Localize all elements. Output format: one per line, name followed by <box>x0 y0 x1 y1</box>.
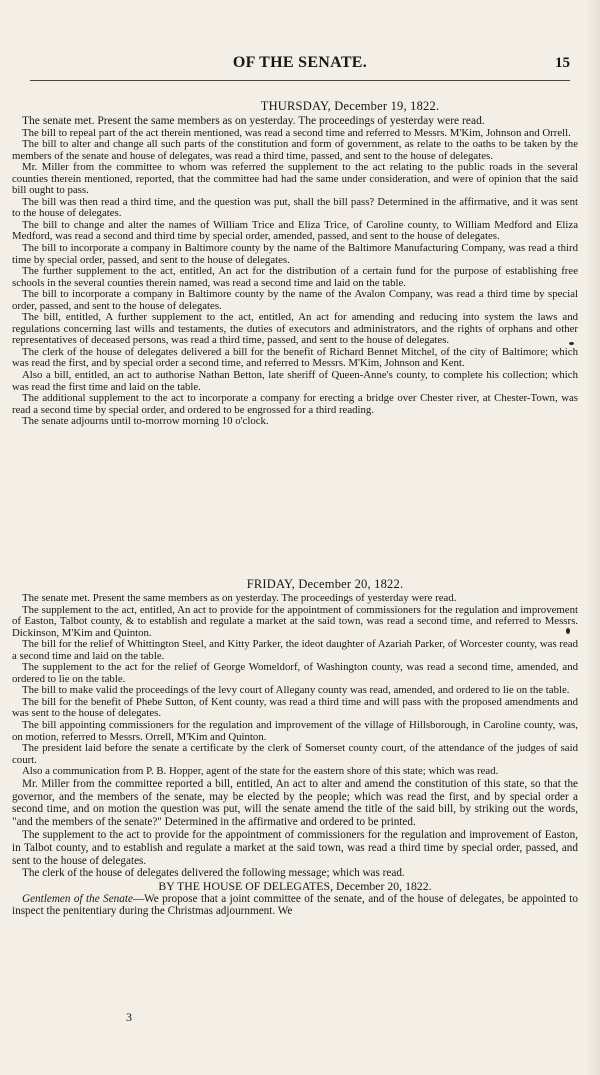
paragraph: The bill to repeal part of the act therein mentioned, was read a second time and referred to Messrs. M'Kim, Johnson and Orrell. <box>22 126 571 139</box>
paragraph: The clerk of the house of delegates delivered a bill for the benefit of Richard Bennet Mitchel, of the city of Baltimore; which was read the first, and by special order a second time, and referred to Messrs. M'Kim, Johnson and Kent. <box>12 345 578 370</box>
paragraph: The senate adjourns until to-morrow morning 10 o'clock. <box>22 415 269 428</box>
paragraph: The bill to make valid the proceedings of the levy court of Allegany county was read, amended, and ordered to lie on the table. <box>22 684 570 697</box>
paragraph: The senate met. Present the same members as on yesterday. The proceedings of yesterday were read. <box>22 115 485 127</box>
page-number: 15 <box>555 55 570 71</box>
ink-speck <box>569 342 574 345</box>
paragraph: Mr. Miller from the committee to whom was referred the supplement to the act relating to the public roads in the several counties therein mentioned, reported, that the committee had had the same under consideration, and were of opinion that the said bill ought to pass. <box>12 161 578 197</box>
signature-mark: 3 <box>126 1010 132 1024</box>
message-text: —We propose that a joint committee of the senate, and of the house of delegates, be appointed to inspect the penitentiary during the Christmas adjournment. We <box>12 892 578 918</box>
message-salutation: Gentlemen of the Senate <box>22 892 133 905</box>
paragraph: The additional supplement to the act to incorporate a company for erecting a bridge over Chester river, at Chester-Town, was read a second time by special order, and ordered to be engrossed for a third reading. <box>12 392 578 416</box>
paragraph: The bill was then read a third time, and the question was put, shall the bill pass? Determined in the affirmative, and it was sent to the house of delegates. <box>12 195 578 220</box>
paragraph: The president laid before the senate a certificate by the clerk of Somerset county court, of the attendance of the judges of said court. <box>12 742 578 766</box>
paragraph: The supplement to the act for the relief of George Womeldorf, of Washington county, was read a second time, amended, and ordered to lie on the table. <box>12 661 578 685</box>
page-edge-shadow <box>586 0 600 1075</box>
paragraph: The further supplement to the act, entitled, An act for the distribution of a certain fund for the purpose of establishing free schools in the several counties therein named, was read a second time and laid on the table. <box>12 265 578 289</box>
thursday-date-heading: THURSDAY, December 19, 1822. <box>260 99 440 113</box>
paragraph: The supplement to the act, entitled, An act to provide for the appointment of commissioners for the regulation and improvement of Easton, Talbot county, & to establish and regulate a market at the said town, was read a second time, and referred to Messrs. Dickinson, M'Kim and Quinton. <box>12 603 578 639</box>
paragraph: The senate met. Present the same members as on yesterday. The proceedings of yesterday were read. <box>22 592 457 604</box>
paragraph: Also a bill, entitled, an act to authorise Nathan Betton, late sheriff of Queen-Anne's county, to complete his collection; which was read the first time and laid on the table. <box>12 368 578 393</box>
paragraph: The bill to change and alter the names of William Trice and Eliza Trice, of Caroline county, to William Medford and Eliza Medford, was read a second and third time by special order, amended, passed, and sent to the house of delegates. <box>12 218 578 243</box>
house-of-delegates-heading: BY THE HOUSE OF DELEGATES, December 20, 1822. <box>158 879 432 894</box>
paragraph: Also a communication from P. B. Hopper, agent of the state for the eastern shore of this state; which was read. <box>22 765 499 778</box>
paragraph: The bill to incorporate a company in Baltimore county by the name of the Avalon Company, was read a third time by special order, passed, and sent to the house of delegates. <box>12 288 578 312</box>
paragraph: The bill for the relief of Whittington Steel, and Kitty Parker, the ideot daughter of Azariah Parker, of Worcester county, was read a second time and laid on the table. <box>12 638 578 662</box>
page-title: OF THE SENATE. <box>232 54 368 71</box>
message-paragraph <box>12 893 578 919</box>
header-rule <box>30 80 570 81</box>
friday-date-heading: FRIDAY, December 20, 1822. <box>246 577 404 591</box>
paragraph: The bill for the benefit of Phebe Sutton, of Kent county, was read a third time and will pass with the proposed amendments and was sent to the house of delegates. <box>12 695 578 720</box>
paragraph: The bill to alter and change all such parts of the constitution and form of government, as relate to the oaths to be taken by the members of the senate and house of delegates, was read a third time, passed, and sent to the house of delegates. <box>12 138 578 162</box>
thursday-section <box>12 98 578 428</box>
paragraph: The bill appointing commissioners for the regulation and improvement of the village of Hillsborough, in Caroline county, was, on motion, referred to Messrs. Orrell, M'Kim and Quinton. <box>12 719 578 743</box>
paragraph: The bill to incorporate a company in Baltimore county by the name of the Baltimore Manufacturing Company, was read a third time by special order, passed, and sent to the house of delegates. <box>12 241 578 266</box>
running-head <box>0 54 600 78</box>
friday-section <box>12 576 578 918</box>
paragraph: Mr. Miller from the committee reported a bill, entitled, An act to alter and amend the constitution of this state, so that the governor, and the members of the senate, may be elected by the people; which was read the first, and by special order a second time, and on motion the question was put, will the senate amend the title of the said bill, by striking out the words, "and the members of the senate?" Determined in the affirmative and ordered to be printed. <box>12 777 578 829</box>
ink-speck <box>566 628 570 634</box>
paragraph: The supplement to the act to provide for the appointment of commissioners for the regulation and improvement of Easton, in Talbot county, and to establish and regulate a market at the said town, was read a third time by special order, passed, and sent to the house of delegates. <box>12 828 578 867</box>
paragraph: The bill, entitled, A further supplement to the act, entitled, An act for amending and reducing into system the laws and regulations concerning last wills and testaments, the duties of executors and administrators, and the rights of orphans and other representatives of deceased persons, was read a third time, passed, and sent to the house of delegates. <box>12 311 578 347</box>
paragraph: The clerk of the house of delegates delivered the following message; which was read. <box>22 867 405 880</box>
